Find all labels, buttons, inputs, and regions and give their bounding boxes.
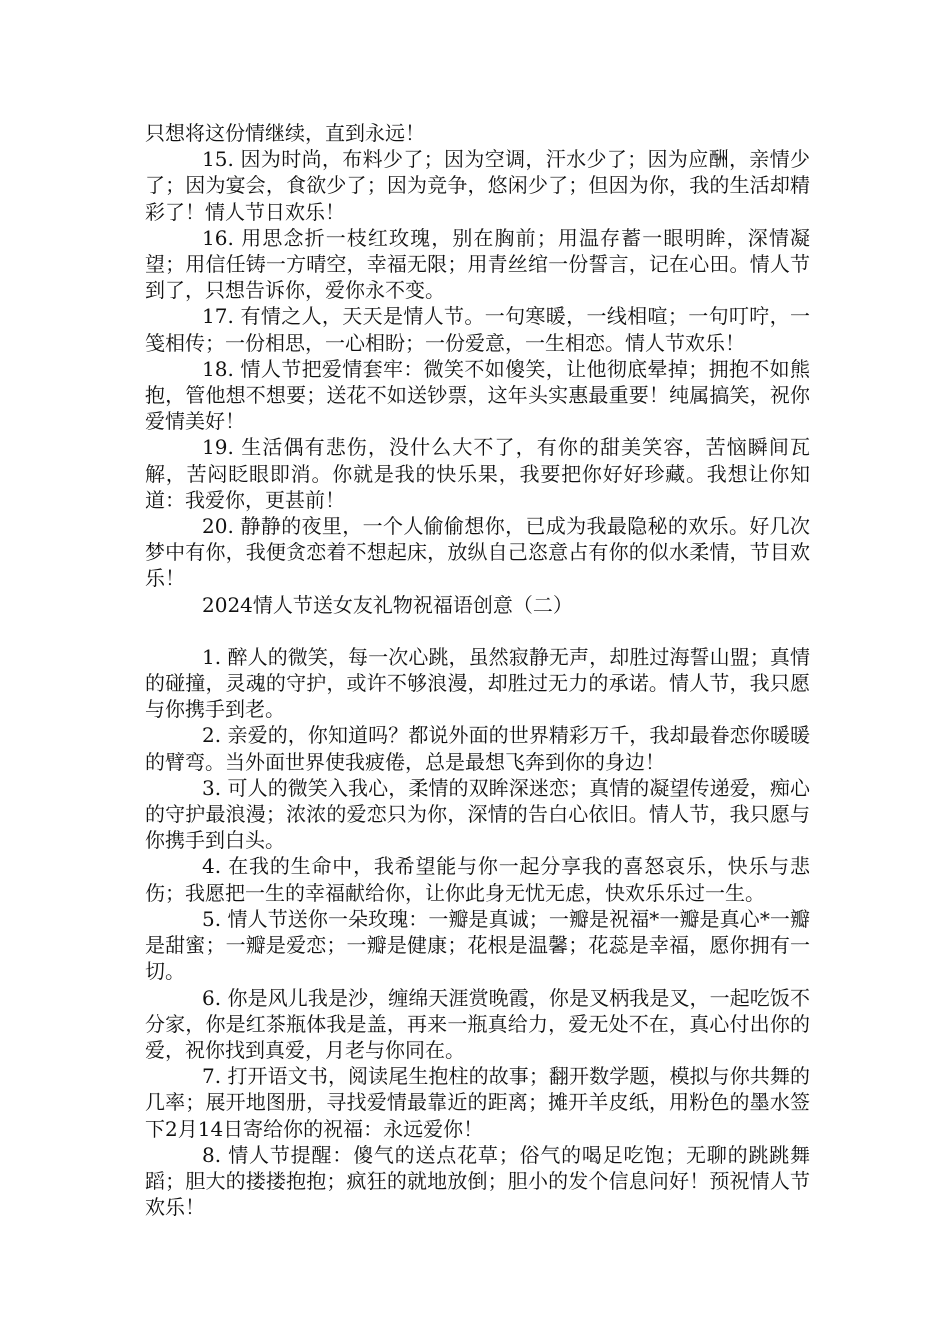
document-page	[145, 120, 810, 1220]
paragraph-17: 17. 有情之人，天天是情人节。一句寒暖，一线相喧；一句叮咛，一笺相传；一份相思，一心相盼；一份爱意，一生相恋。情人节欢乐！	[145, 304, 810, 355]
paragraph-3: 3. 可人的微笑入我心，柔情的双眸深迷恋；真情的凝望传递爱，痴心的守护最浪漫；浓浓的爱恋只为你，深情的告白心依旧。情人节，我只愿与你携手到白头。	[145, 775, 810, 853]
paragraph-continuation: 只想将这份情继续，直到永远！	[145, 121, 425, 145]
paragraph-15: 15. 因为时尚，布料少了；因为空调，汗水少了；因为应酬，亲情少了；因为宴会，食欲少了；因为竞争，悠闲少了；但因为你，我的生活却精彩了！情人节日欢乐！	[145, 147, 810, 224]
paragraph-6: 6. 你是风儿我是沙，缠绵天涯赏晚霞，你是叉柄我是叉，一起吃饭不分家，你是红茶瓶体我是盖，再来一瓶真给力，爱无处不在，真心付出你的爱，祝你找到真爱，月老与你同在。	[145, 985, 810, 1062]
paragraph-7: 7. 打开语文书，阅读尾生抱柱的故事；翻开数学题，模拟与你共舞的几率；展开地图册，寻找爱情最靠近的距离；摊开羊皮纸，用粉色的墨水签下2月14日寄给你的祝福：永远爱你！	[145, 1064, 810, 1141]
paragraph-19: 19. 生活偶有悲伤，没什么大不了，有你的甜美笑容，苦恼瞬间瓦解，苦闷眨眼即消。你就是我的快乐果，我要把你好好珍藏。我想让你知道：我爱你，更甚前！	[145, 435, 810, 512]
paragraph-2: 2. 亲爱的，你知道吗？都说外面的世界精彩万千，我却最眷恋你暖暖的臂弯。当外面世界使我疲倦，总是最想飞奔到你的身边！	[145, 723, 810, 774]
paragraph-20: 20. 静静的夜里，一个人偷偷想你，已成为我最隐秘的欢乐。好几次梦中有你，我便贪恋着不想起床，放纵自己恣意占有你的似水柔情，节目欢乐！	[145, 514, 810, 591]
paragraph-4: 4. 在我的生命中，我希望能与你一起分享我的喜怒哀乐，快乐与悲伤；我愿把一生的幸福献给你，让你此身无忧无虑，快欢乐乐过一生。	[145, 854, 810, 905]
paragraph-5: 5. 情人节送你一朵玫瑰：一瓣是真诚；一瓣是祝福*一瓣是真心*一瓣是甜蜜；一瓣是爱恋；一瓣是健康；花根是温馨；花蕊是幸福，愿你拥有一切。	[145, 906, 810, 984]
paragraph-1: 1. 醉人的微笑，每一次心跳，虽然寂静无声，却胜过海誓山盟；真情的碰撞，灵魂的守护，或许不够浪漫，却胜过无力的承诺。情人节，我只愿与你携手到老。	[145, 644, 810, 722]
paragraph-8: 8. 情人节提醒：傻气的送点花草；俗气的喝足吃饱；无聊的跳跳舞蹈；胆大的搂搂抱抱；疯狂的就地放倒；胆小的发个信息问好！预祝情人节欢乐！	[145, 1142, 810, 1220]
section-heading: 2024情人节送女友礼物祝福语创意（二）	[202, 592, 573, 617]
paragraph-18: 18. 情人节把爱情套牢：微笑不如傻笑，让他彻底晕掉；拥抱不如熊抱，管他想不想要；送花不如送钞票，这年头实惠最重要！纯属搞笑，祝你爱情美好！	[145, 356, 810, 434]
paragraph-16: 16. 用思念折一枝红玫瑰，别在胸前；用温存蓄一眼明眸，深情凝望；用信任铸一方晴空，幸福无限；用青丝绾一份誓言，记在心田。情人节到了，只想告诉你，爱你永不变。	[145, 225, 810, 303]
